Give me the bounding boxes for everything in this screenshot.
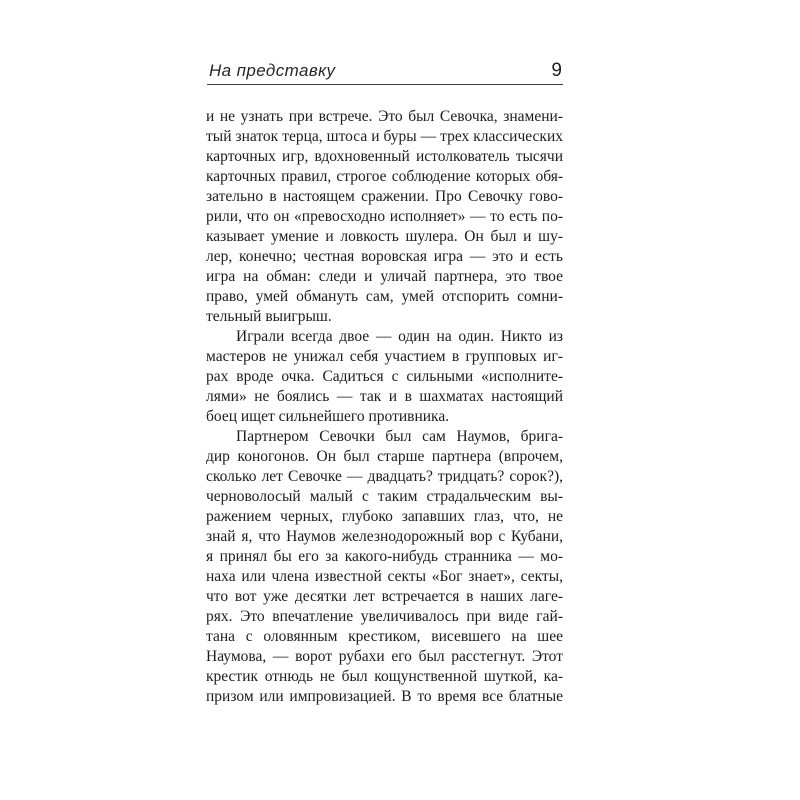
text-line: сколько лет Севочке — двадцать? тридцать? сорок?),: [206, 468, 563, 485]
text-line: тана с оловянным крестиком, висевшего на шее: [206, 628, 563, 645]
text-line: я принял бы его за какого-нибудь странника — мо-: [206, 548, 563, 565]
text-line: Наумова, — ворот рубахи его был расстегнут. Этот: [206, 648, 563, 665]
text-line: право, умей обмануть сам, умей отспорить сомни-: [206, 288, 563, 305]
text-line: карточных игр, вдохновенный истолкователь тысячи: [206, 148, 563, 165]
text-line: рях. Это впечатление увеличивалось при виде гай-: [206, 608, 563, 625]
text-line: игра на обман: следи и уличай партнера, это твое: [206, 268, 563, 285]
text-line: Играли всегда двое — один на один. Никто из: [236, 328, 563, 345]
text-line: тельный выигрыш.: [206, 308, 332, 325]
text-line: знай я, что Наумов железнодорожный вор с Кубани,: [206, 528, 563, 545]
text-line: что вот уже десятки лет встречается в наших лаге-: [206, 588, 563, 605]
text-line: мастеров не унижал себя участием в групповых иг-: [206, 348, 563, 365]
text-line: наха или члена известной секты «Бог знает», секты,: [206, 568, 563, 585]
text-line: крестик отнюдь не был кощунственной шуткой, ка-: [206, 668, 563, 685]
text-line: дир коногонов. Он был старше партнера (впрочем,: [206, 448, 563, 465]
text-line: черноволосый малый с таким страдальческим вы-: [206, 488, 563, 505]
text-line: рах вроде очка. Садиться с сильными «исполните-: [206, 368, 563, 385]
text-line: ражением черных, глубоко запавших глаз, что, не: [206, 508, 563, 525]
page-number: 9: [551, 60, 562, 81]
text-line: боец ищет сильнейшего противника.: [206, 408, 450, 425]
body-text: [206, 107, 563, 707]
text-line: лер, конечно; честная воровская игра — это и есть: [206, 248, 563, 265]
text-line: тый знаток терца, штоса и буры — трех классических: [206, 128, 563, 145]
text-line: лями» не боялись — так и в шахматах настоящий: [206, 388, 563, 405]
running-title: На представку: [209, 61, 336, 80]
text-line: карточных правил, строгое соблюдение которых обя-: [206, 168, 563, 185]
page-header: [207, 60, 563, 85]
text-line: рили, что он «превосходно исполняет» — то есть по-: [206, 208, 563, 225]
text-line: Партнером Севочки был сам Наумов, брига-: [236, 428, 563, 445]
text-line: зательно в настоящем сражении. Про Севочку гово-: [206, 188, 563, 205]
text-line: призом или импровизацией. В то время все блатные: [206, 688, 563, 705]
text-line: и не узнать при встрече. Это был Севочка, знамени-: [206, 108, 563, 125]
text-line: казывает умение и ловкость шулера. Он был и шу-: [206, 228, 563, 245]
